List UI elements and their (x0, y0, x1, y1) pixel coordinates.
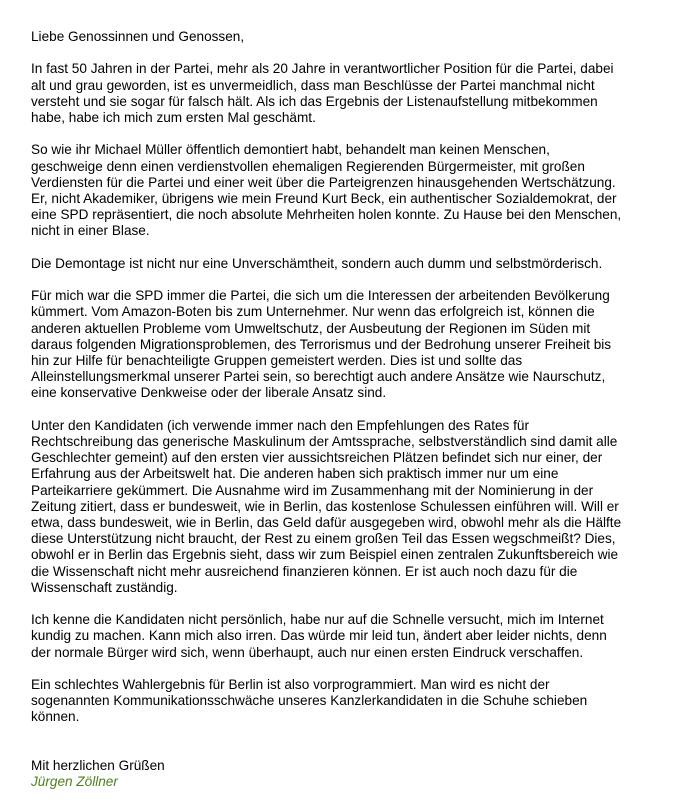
letter-closing: Mit herzlichen Grüßen (31, 758, 165, 773)
paragraph-2: So wie ihr Michael Müller öffentlich demontiert habt, behandelt man keinen Menschen, geschweige denn einen verdienstvollen ehemaligen Regierenden Bürgermeister, mit großen Verdiensten für die Partei und einer weit über die Parteigrenzen hinausgehenden Wertschätzung. Er, nicht Akademiker, übrigens wie mein Freund Kurt Beck, ein authentischer Sozialdemokrat, der eine SPD repräsentiert, die noch absolute Mehrheiten holen konnte. Zu Hause bei den Menschen, nicht in einer Blase. (31, 142, 622, 239)
paragraph-1: In fast 50 Jahren in der Partei, mehr als 20 Jahre in verantwortlicher Position für die Partei, dabei alt und grau geworden, ist es unvermeidlich, dass man Beschlüsse der Partei manchmal nicht versteht und sie sogar für falsch hält. Als ich das Ergebnis der Listenaufstellung mitbekommen habe, habe ich mich zum ersten Mal geschämt. (31, 61, 614, 125)
paragraph-3: Die Demontage ist nicht nur eine Unverschämtheit, sondern auch dumm und selbstmörderisch. (31, 255, 603, 271)
paragraph-5: Unter den Kandidaten (ich verwende immer nach den Empfehlungen des Rates für Rechtschreibung das generische Maskulinum der Amtssprache, selbstverständlich sind damit alle Geschlechter gemeint) auf den ersten vier aussichtsreichen Plätzen befindet sich nur einer, der Erfahrung aus der Arbeitswelt hat. Die anderen haben sich praktisch immer nur um eine Parteikarriere gekümmert. Die Ausnahme wird im Zusammenhang mit der Nominierung in der Zeitung zitiert, dass er bundesweit, wie in Berlin, das kostenlose Schulessen einführen will. Will er etwa, dass bundesweit, wie in Berlin, das Geld dafür ausgegeben wird, obwohl mehr als die Hälfte diese Unterstützung nicht braucht, der Rest zu einem großen Teil das Essen wegschmeißt? Dies, obwohl er in Berlin das Ergebnis sieht, dass wir zum Beispiel einen zentralen Zukunftsbereich wie die Wissenschaft nicht mehr ausreichend finanzieren können. Er ist auch noch dazu für die Wissenschaft zuständig. (31, 417, 622, 595)
letter-greeting: Liebe Genossinnen und Genossen, (31, 29, 245, 44)
paragraph-6: Ich kenne die Kandidaten nicht persönlich, habe nur auf die Schnelle versucht, mich im Internet kundig zu machen. Kann mich also irren. Das würde mir leid tun, ändert aber leider nichts, denn der normale Bürger wird sich, wenn überhaupt, auch nur einen ersten Eindruck verschaffen. (31, 612, 607, 660)
letter-page (31, 29, 653, 790)
paragraph-4: Für mich war die SPD immer die Partei, die sich um die Interessen der arbeitenden Bevölkerung kümmert. Vom Amazon-Boten bis zum Unternehmer. Nur wenn das erfolgreich ist, können die anderen aktuellen Probleme vom Umweltschutz, der Ausbeutung der Regionen im Süden mit daraus folgenden Migrationsproblemen, des Terrorismus und der Bedrohung unserer Freiheit bis hin zur Hilfe für benachteiligte Gruppen gemeistert werden. Dies ist und sollte das Alleinstellungsmerkmal unserer Partei sein, so berechtigt auch andere Ansätze wie Naurschutz, eine konservative Denkweise oder der liberale Ansatz sind. (31, 288, 612, 401)
letter-signature: Jürgen Zöllner (31, 774, 118, 790)
paragraph-7: Ein schlechtes Wahlergebnis für Berlin ist also vorprogrammiert. Man wird es nicht der sogenannten Kommunikationsschwäche unseres Kanzlerkandidaten in die Schuhe schieben können. (31, 677, 588, 725)
closing-spacer (31, 742, 653, 758)
